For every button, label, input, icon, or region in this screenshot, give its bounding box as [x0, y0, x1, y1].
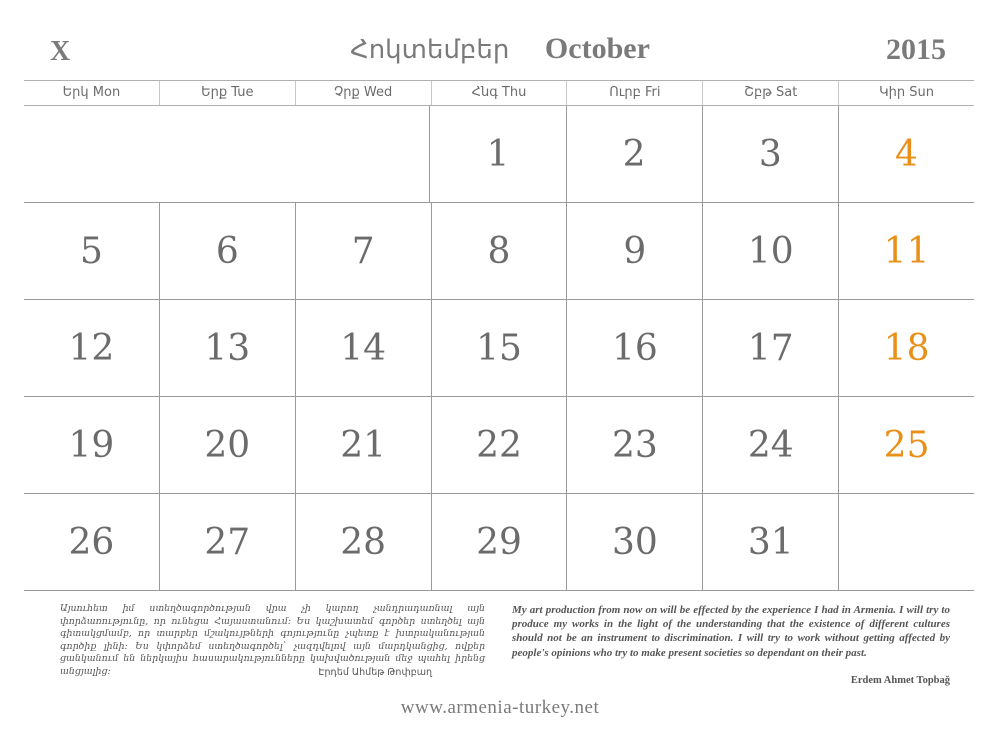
day-cell: 24 [702, 397, 838, 493]
month-number: X [50, 36, 71, 67]
month-title [0, 31, 1000, 66]
week-row-4 [24, 397, 974, 494]
day-cell-sunday: 18 [838, 300, 974, 396]
calendar-header [0, 0, 1000, 80]
day-cell: 20 [159, 397, 295, 493]
day-cell: 8 [431, 203, 567, 299]
day-cell: 22 [431, 397, 567, 493]
weekday-wed: Չրք Wed [295, 81, 431, 105]
signature-armenian: Էրդեմ Ահմեթ Թոփբաղ [318, 667, 432, 678]
day-cell: 19 [68, 424, 115, 466]
statement-armenian: Այսուհետ իմ ստեղծագործության վրա չի կարող չանդրադառնալ այն փորձառությունը, որ ունեցա Հայաստանում: Ես կաշխատեմ գործեր ստեղծել այն գիտակցմամբ, որ տարբեր մշակույթների գոյությունը չպետք է խտրականության գործիք լինի: Ես կփորձեմ ստեղծագործել՝ չազդվելով այն մարդկանցից, ովքեր ցանկանում են ներկայիս հասարակությունները կախվածության մեջ պահել իրենց անցյալից: [60, 603, 485, 677]
weekday-sun: Կիր Sun [838, 81, 974, 105]
month-title-armenian: Հոկտեմբեր [350, 35, 510, 65]
website-link[interactable]: www.armenia-turkey.net [400, 697, 600, 718]
day-cell: 5 [79, 230, 103, 272]
week-row-2 [24, 203, 974, 300]
day-cell: 2 [566, 106, 702, 202]
day-cell: 17 [702, 300, 838, 396]
weekday-tue: Երք Tue [159, 81, 295, 105]
day-cell-sunday: 25 [838, 397, 974, 493]
day-cell: 3 [702, 106, 838, 202]
day-cell-sunday: 4 [838, 106, 974, 202]
day-cell: 9 [566, 203, 702, 299]
week-row-3 [24, 300, 974, 397]
weekday-fri: Ուրբ Fri [566, 81, 702, 105]
day-cell: 27 [159, 494, 295, 590]
day-cell-empty [159, 106, 294, 202]
week-row-5 [24, 494, 974, 591]
day-cell: 21 [295, 397, 431, 493]
signature-english: Erdem Ahmet Topbağ [850, 675, 950, 686]
day-cell: 16 [566, 300, 702, 396]
day-cell: 23 [566, 397, 702, 493]
year-label: 2015 [886, 33, 946, 66]
day-cell: 1 [429, 106, 565, 202]
calendar-grid [24, 80, 974, 591]
artist-statement [60, 603, 950, 686]
statement-english: My art production from now on will be effected by the experience I had in Armenia. I will try to produce my works in the light of the understanding that the existence of different cultures should not be an instrument to discrimination. I will try to work without getting affected by people's opinions who try to make present societies so dependant on their past. [512, 604, 950, 659]
weekday-header-row [24, 80, 974, 106]
day-cell: 10 [702, 203, 838, 299]
day-cell: 28 [295, 494, 431, 590]
day-cell: 29 [431, 494, 567, 590]
weekday-thu: Հնգ Thu [431, 81, 567, 105]
week-row-1 [24, 106, 974, 203]
day-cell: 26 [68, 521, 115, 563]
month-title-english: October [544, 32, 650, 65]
weekday-mon: Երկ Mon [62, 85, 121, 100]
day-cell-empty [838, 494, 974, 590]
day-cell: 12 [68, 327, 115, 369]
weekday-sat: Շբթ Sat [702, 81, 838, 105]
day-cell: 7 [295, 203, 431, 299]
day-cell: 14 [295, 300, 431, 396]
day-cell-empty [294, 106, 429, 202]
day-cell: 30 [566, 494, 702, 590]
day-cell-sunday: 11 [838, 203, 974, 299]
day-cell: 6 [159, 203, 295, 299]
day-cell-empty [24, 106, 159, 202]
day-cell: 13 [159, 300, 295, 396]
day-cell: 15 [431, 300, 567, 396]
day-cell: 31 [702, 494, 838, 590]
